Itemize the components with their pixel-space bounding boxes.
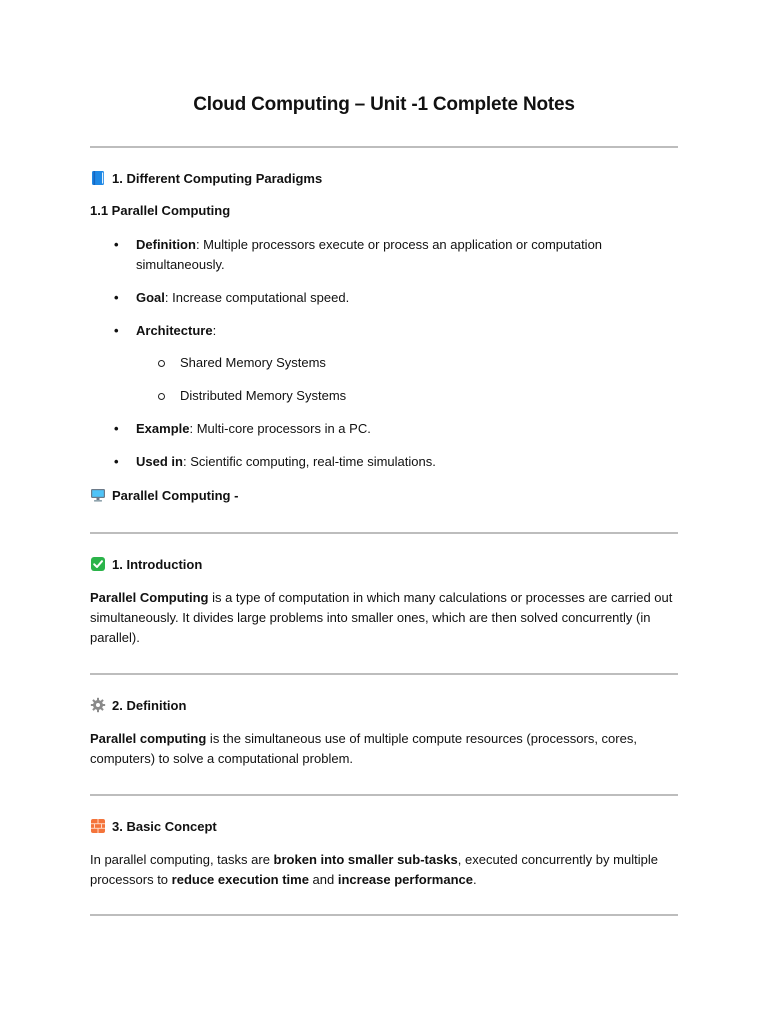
section-heading-introduction — [90, 556, 202, 572]
section-heading-paradigms — [90, 170, 322, 186]
section-heading-text: 1. Introduction — [112, 556, 203, 572]
section-heading-text: 2. Definition — [112, 697, 187, 713]
section-heading-text: Parallel Computing - — [112, 487, 239, 503]
intro-paragraph: Parallel Computing is a type of computation in which many calculations or processes are carried out simultaneously. It divides large problems into smaller ones, which are then solved concurrently (in parallel). — [90, 590, 673, 645]
concept-paragraph: In parallel computing, tasks are broken into smaller sub-tasks, executed concurrently by multiple processors to reduce execution time and increase performance. — [90, 852, 658, 887]
sub-list-item: Shared Memory Systems — [158, 353, 346, 373]
divider — [90, 532, 678, 534]
section-heading-parallel — [90, 487, 238, 503]
bullet-list — [90, 419, 678, 472]
brick-icon — [90, 818, 106, 834]
gear-icon — [90, 697, 106, 713]
sub-list — [158, 353, 346, 406]
page-title: Cloud Computing – Unit -1 Complete Notes — [193, 94, 575, 115]
list-item: • Definition: Multiple processors execute or process an application or computation simultaneously. — [90, 235, 678, 275]
section-heading-definition — [90, 697, 186, 713]
section-heading-text: 1. Different Computing Paradigms — [112, 170, 323, 186]
check-mark-icon — [90, 556, 106, 572]
list-item: • Example: Multi-core processors in a PC. — [90, 419, 678, 439]
section-heading-text: 3. Basic Concept — [112, 818, 217, 834]
list-item: • Architecture: — [90, 321, 678, 341]
definition-paragraph: Parallel computing is the simultaneous use of multiple compute resources (processors, cores, computers) to solve a computational problem. — [90, 731, 637, 766]
blue-book-icon — [90, 170, 106, 186]
subheading: 1.1 Parallel Computing — [90, 203, 231, 218]
list-item: • Goal: Increase computational speed. — [90, 288, 678, 308]
divider — [90, 673, 678, 675]
divider — [90, 146, 678, 148]
sub-list-item: Distributed Memory Systems — [158, 386, 346, 406]
divider — [90, 794, 678, 796]
section-heading-concept — [90, 818, 217, 834]
bullet-list — [90, 235, 678, 341]
computer-icon — [90, 487, 106, 503]
divider — [90, 914, 678, 916]
list-item: • Used in: Scientific computing, real-time simulations. — [90, 452, 678, 472]
